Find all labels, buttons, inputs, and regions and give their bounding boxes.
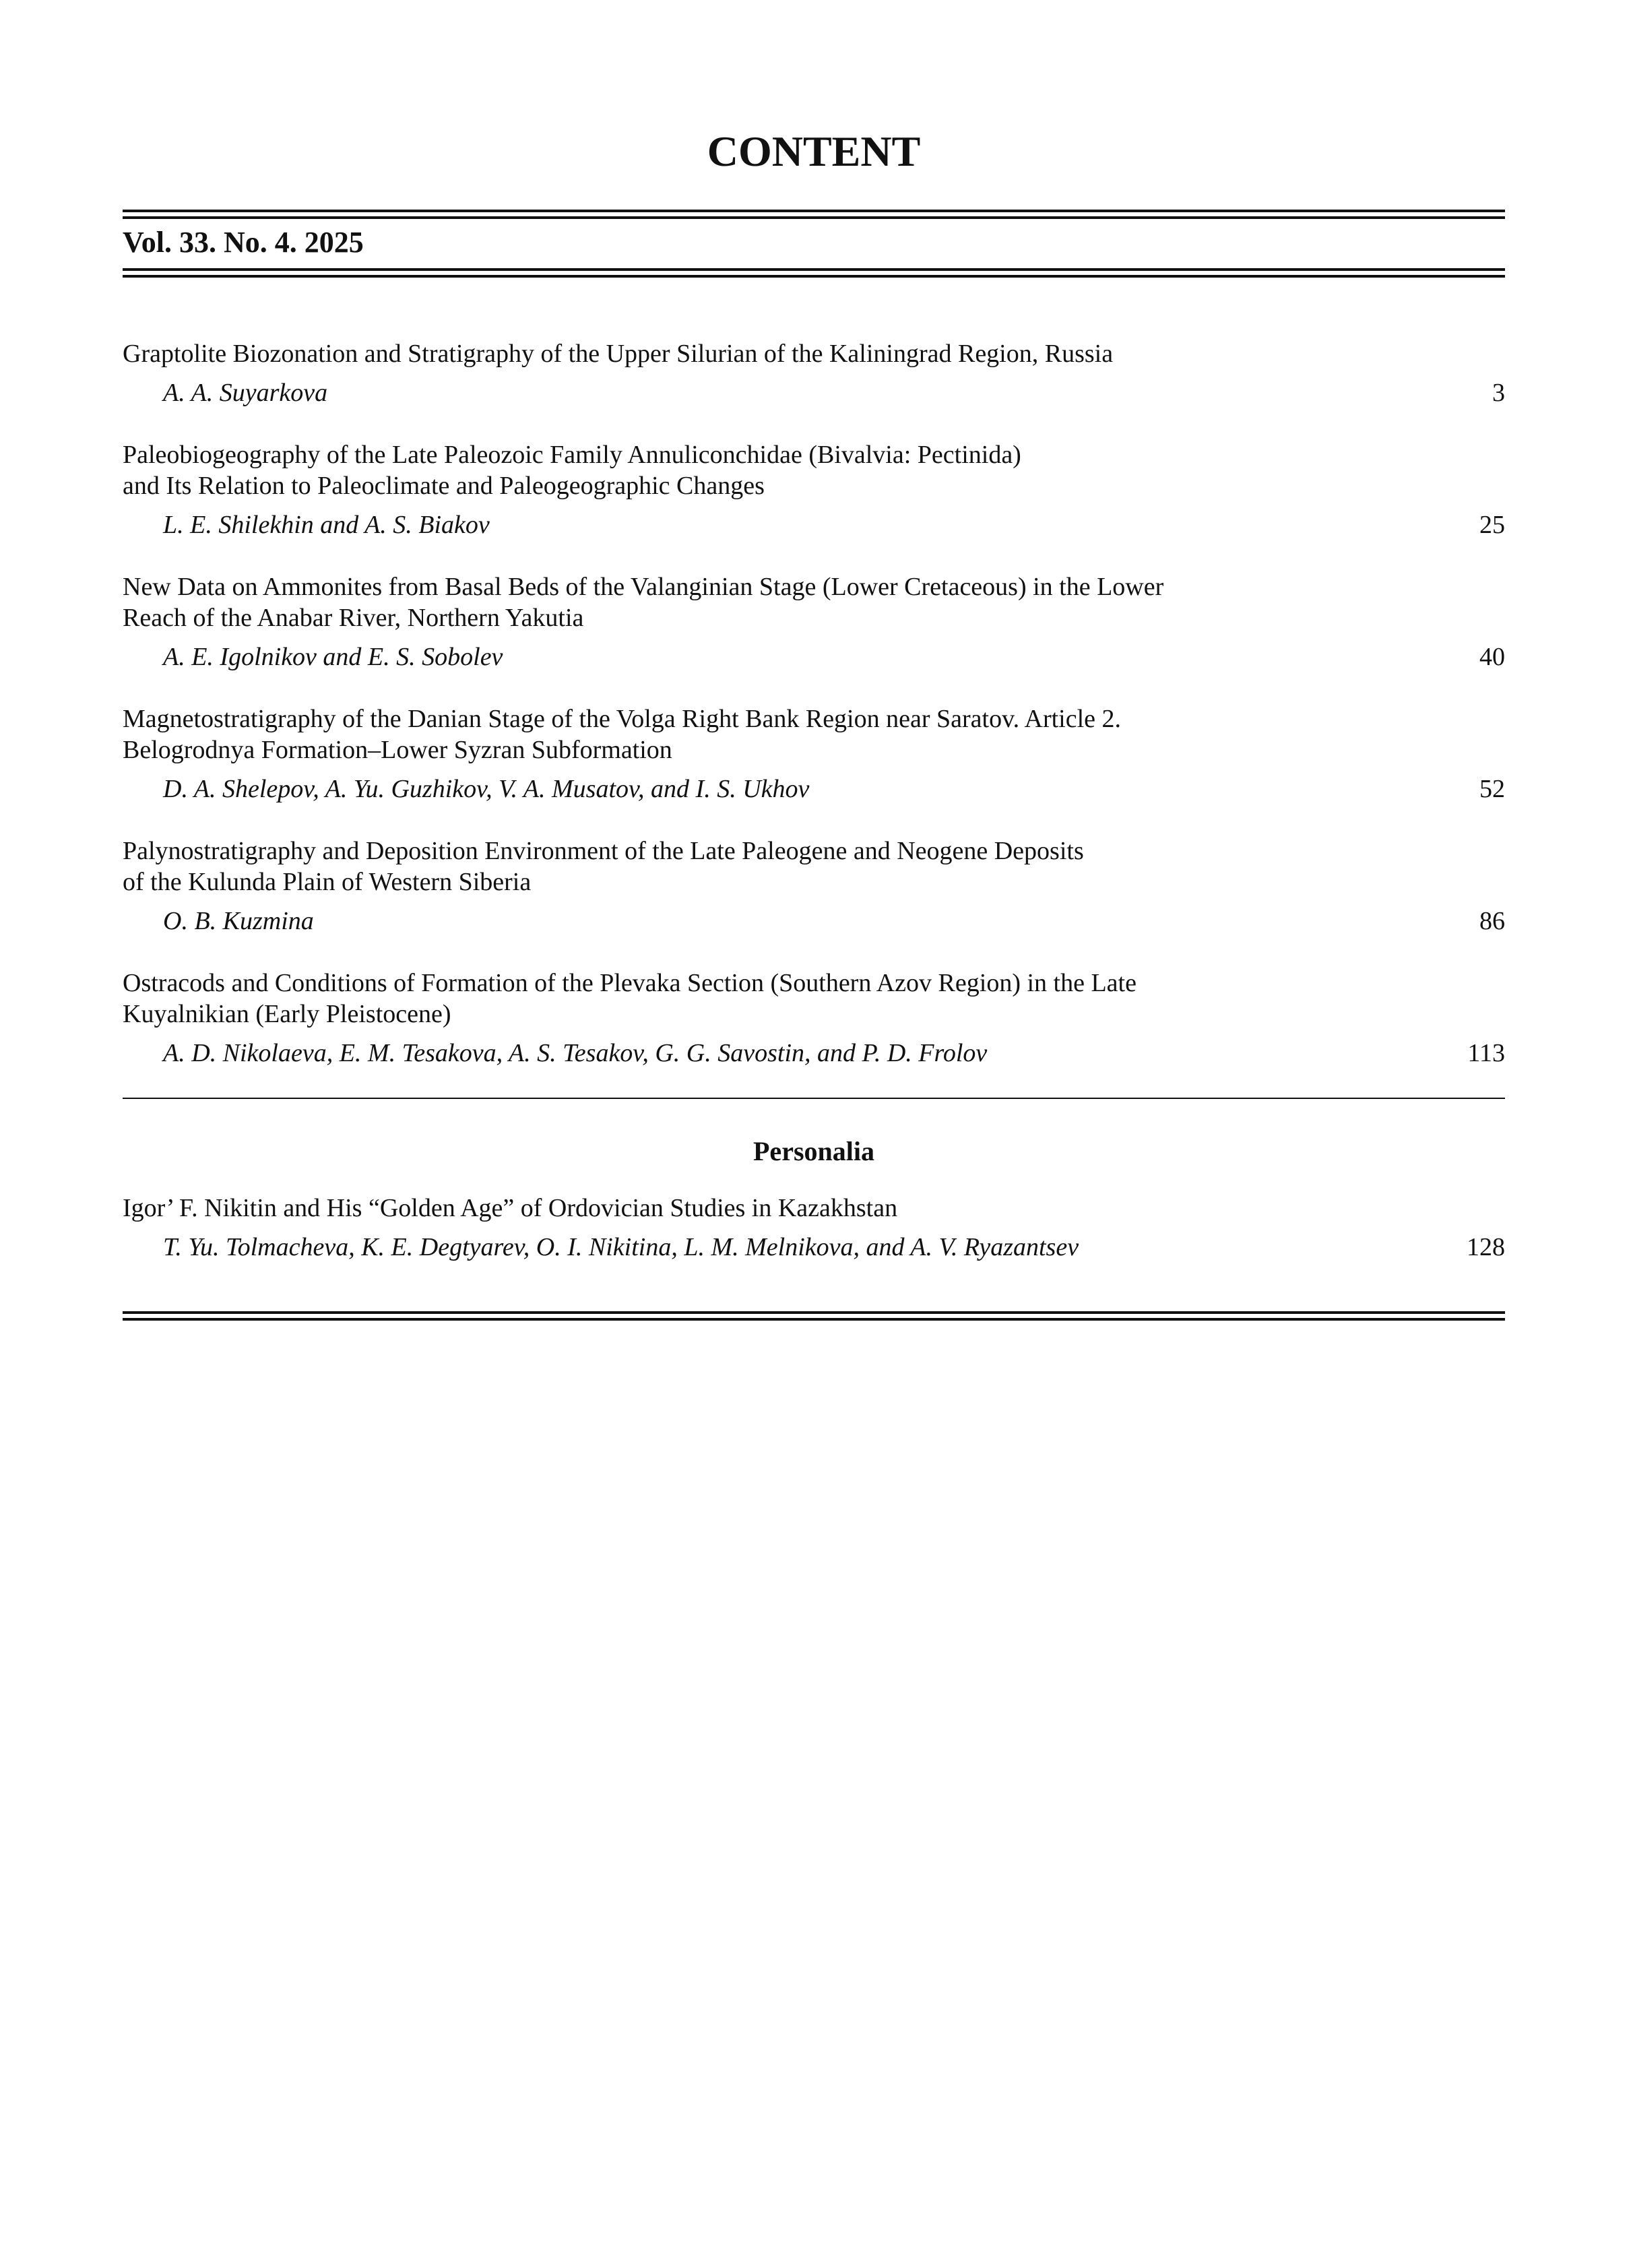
article-entry[interactable] [123, 571, 1505, 672]
article-entry[interactable] [123, 703, 1505, 805]
article-entry[interactable] [123, 968, 1505, 1069]
article-authors: A. D. Nikolaeva, E. M. Tesakova, A. S. Tesakov, G. G. Savostin, and P. D. Frolov [163, 1039, 988, 1067]
section-divider [123, 1098, 1505, 1099]
page-number: 3 [1492, 379, 1505, 407]
page-number: 52 [1479, 775, 1505, 803]
page-number: 40 [1479, 643, 1505, 671]
article-entry[interactable] [123, 338, 1505, 408]
article-entry[interactable] [123, 836, 1505, 937]
article-authors: T. Yu. Tolmacheva, K. E. Degtyarev, O. I. Nikitina, L. M. Melnikova, and A. V. Ryazantsev [163, 1233, 1079, 1261]
article-title-line2[interactable]: of the Kulunda Plain of Western Siberia [123, 868, 532, 896]
article-title[interactable]: New Data on Ammonites from Basal Beds of the Valanginian Stage (Lower Cretaceous) in the Lower [123, 573, 1164, 601]
article-title[interactable]: Paleobiogeography of the Late Paleozoic Family Annuliconchidae (Bivalvia: Pectinida) [123, 441, 1021, 469]
double-rule [123, 268, 1505, 278]
article-title-line2[interactable]: Belogrodnya Formation–Lower Syzran Subformation [123, 736, 672, 764]
article-title-line2[interactable]: Reach of the Anabar River, Northern Yakutia [123, 604, 584, 632]
article-authors: L. E. Shilekhin and A. S. Biakov [163, 511, 490, 539]
volume-label: Vol. 33. No. 4. 2025 [123, 226, 364, 259]
section-heading-personalia: Personalia [753, 1136, 874, 1166]
article-title-line2[interactable]: and Its Relation to Paleoclimate and Paleogeographic Changes [123, 472, 765, 500]
personalia-entry[interactable] [123, 1193, 1505, 1263]
article-authors: A. A. Suyarkova [163, 379, 328, 407]
article-authors: D. A. Shelepov, A. Yu. Guzhikov, V. A. Musatov, and I. S. Ukhov [163, 775, 810, 803]
double-rule-bottom [123, 1311, 1505, 1321]
article-entry[interactable] [123, 439, 1505, 540]
article-title[interactable]: Magnetostratigraphy of the Danian Stage of the Volga Right Bank Region near Saratov. Article 2. [123, 705, 1122, 733]
page-number: 86 [1479, 907, 1505, 935]
article-list [123, 338, 1505, 1100]
page-number: 25 [1479, 511, 1505, 539]
article-title[interactable]: Palynostratigraphy and Deposition Environment of the Late Paleogene and Neogene Deposits [123, 837, 1084, 865]
page-title: CONTENT [707, 127, 921, 175]
article-title[interactable]: Graptolite Biozonation and Stratigraphy of the Upper Silurian of the Kaliningrad Region, Russia [123, 340, 1114, 368]
article-title-line2[interactable]: Kuyalnikian (Early Pleistocene) [123, 1000, 451, 1028]
double-rule-top [123, 210, 1505, 219]
article-authors: A. E. Igolnikov and E. S. Sobolev [163, 643, 503, 671]
article-title[interactable]: Ostracods and Conditions of Formation of the Plevaka Section (Southern Azov Region) in the Late [123, 969, 1137, 997]
page-number: 113 [1467, 1039, 1505, 1067]
article-authors: O. B. Kuzmina [163, 907, 314, 935]
article-title[interactable]: Igor’ F. Nikitin and His “Golden Age” of Ordovician Studies in Kazakhstan [123, 1194, 898, 1222]
page-number: 128 [1467, 1233, 1505, 1261]
